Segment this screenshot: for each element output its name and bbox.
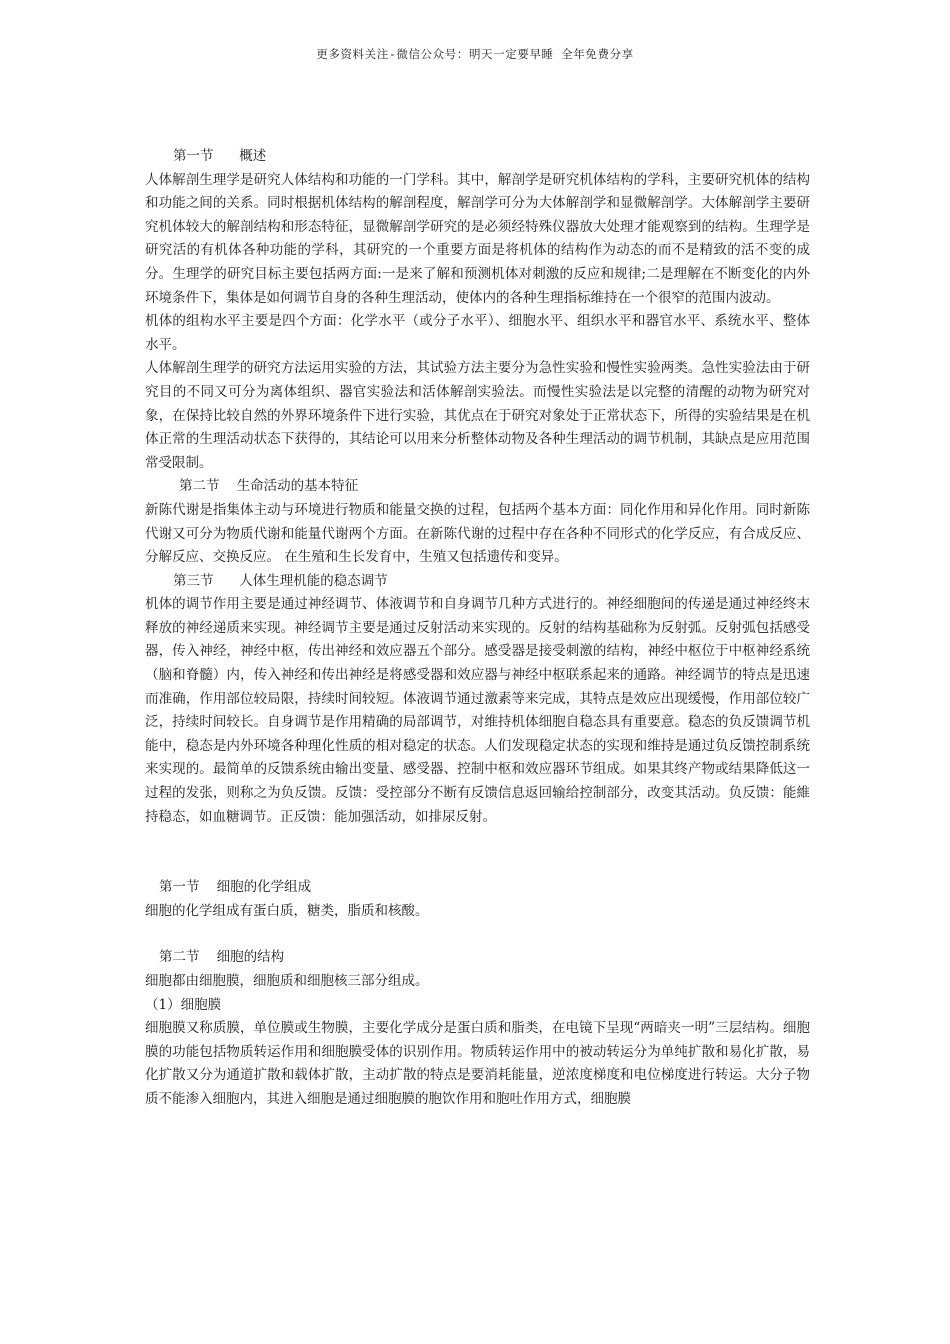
paragraph: 人体解剖生理学的研究方法运用实验的方法，其试验方法主要分为急性实验和慢性实验两类。急性实验法由于研究目的不同又可分为离体组织、器官实验法和活体解剖实验法。而慢性实验法是以完整的清醒的动物为研究对象，在保持比较自然的外界环境条件下进行实验，其优点在于研究对象处于正常状态下，所得的实验结果是在机体正常的生理活动状态下获得的，其结论可以用来分析整体动物及各种生理活动的调节机制，其缺点是应用范围常受限制。 — [145, 360, 810, 471]
document-body — [145, 145, 810, 1112]
section-heading: 第一节 概述 — [173, 148, 267, 164]
section-heading: 第三节 人体生理机能的稳态调节 — [173, 572, 388, 589]
header-note: 更多资料关注-微信公众号：明天一定要早睡 全年免费分享 — [316, 47, 634, 61]
paragraph: 细胞的化学组成有蛋白质，糖类，脂质和核酸。 — [145, 902, 429, 919]
paragraph: 细胞膜又称质膜，单位膜或生物膜，主要化学成分是蛋白质和脂类，在电镜下呈现“两暗夹一明”三层结构。细胞膜的功能包括物质转运作用和细胞膜受体的识别作用。物质转运作用中的被动转运分为单纯扩散和易化扩散，易化扩散又分为通道扩散和载体扩散，主动扩散的特点是要消耗能量，逆浓度梯度和电位梯度进行转运。大分子物质不能渗入细胞内，其进入细胞是通过细胞膜的胞饮作用和胞吐作用方式，细胞膜 — [145, 1020, 810, 1107]
paragraph: 新陈代谢是指集体主动与环境进行物质和能量交换的过程，包括两个基本方面：同化作用和异化作用。同时新陈代谢又可分为物质代谢和能量代谢两个方面。在新陈代谢的过程中存在各种不同形式的化学反应，有合成反应、分解反应、交换反应。 在生殖和生长发育中，生殖又包括遗传和变异。 — [145, 501, 810, 566]
paragraph: 人体解剖生理学是研究人体结构和功能的一门学科。其中，解剖学是研究机体结构的学科，主要研究机体的结构和功能之间的关系。同时根据机体结构的解剖程度，解剖学可分为大体解剖学和显微解剖学。大体解剖学主要研究机体较大的解剖结构和形态特征，显微解剖学研究的是必须经特殊仪器放大处理才能观察到的结构。生理学是研究活的有机体各种功能的学科，其研究的一个重要方面是将机体的结构作为动态的而不是精致的活不变的成分。生理学的研究目标主要包括两方面:一是来了解和预测机体对刺激的反应和规律;二是理解在不断变化的内外环境条件下，集体是如何调节自身的各种生理活动，使体内的各种生理指标维持在一个很窄的范围内波动。 — [145, 171, 810, 306]
spacer — [145, 923, 810, 946]
section-heading: 第二节 细胞的结构 — [159, 949, 285, 966]
paragraph: 机体的组构水平主要是四个方面：化学水平（或分子水平）、细胞水平、组织水平和器官水平、系统水平、整体水平。 — [145, 313, 810, 353]
list-heading: （1）细胞膜 — [145, 996, 222, 1013]
paragraph: 细胞都由细胞膜，细胞质和细胞核三部分组成。 — [145, 973, 429, 989]
paragraph: 机体的调节作用主要是通过神经调节、体液调节和自身调节几种方式进行的。神经细胞间的传递是通过神经终末释放的神经递质来实现。神经调节主要是通过反射活动来实现的。反射的结构基础称为反射弧。反射弧包括感受器，传入神经，神经中枢，传出神经和效应器五个部分。感受器是接受刺激的结构，神经中枢位于中枢神经系统（脑和脊髓）内，传入神经和传出神经是将感受器和效应器与神经中枢联系起来的通路。神经调节的特点是迅速而准确，作用部位较局限，持续时间较短。体液调节通过激素等来完成，其特点是效应出现缓慢，作用部位较广泛，持续时间较长。自身调节是作用精确的局部调节，对维持机体细胞自稳态具有重要意。稳态的负反馈调节机能中，稳态是内外环境各种理化性质的相对稳定的状态。人们发现稳定状态的实现和维持是通过负反馈控制系统来实现的。最简单的反馈系统由输出变量、感受器、控制中枢和效应器环节组成。如果其终产物或结果降低这一过程的发张，则称之为负反馈。反馈：受控部分不断有反馈信息返回输给控制部分，改变其活动。负反馈：能維持稳态，如血糖调节。正反馈：能加强活动，如排尿反射。 — [145, 596, 810, 825]
spacer — [145, 829, 810, 876]
section-heading: 第二节 生命活动的基本特征 — [179, 478, 359, 495]
section-heading: 第一节 细胞的化学组成 — [159, 879, 312, 896]
